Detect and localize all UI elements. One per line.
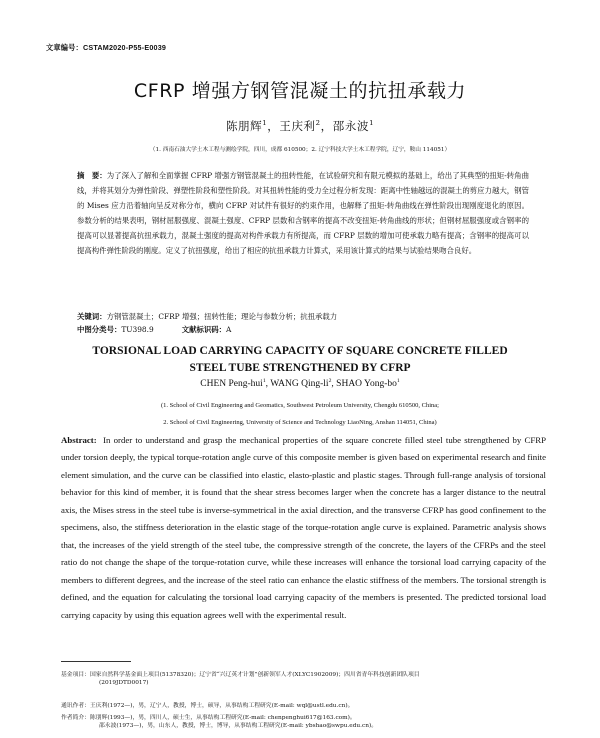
author-separator: , [265,379,271,389]
article-number: 文章编号：CSTAM2020-P55-E0039 [46,43,167,52]
auth-label: 作者简介： [61,715,90,721]
doc-code-value: A [226,325,232,334]
english-title-line: STEEL TUBE STRENGTHENED BY CFRP [189,362,411,375]
author-name: 陈朋辉 [225,119,263,133]
english-abstract [61,432,546,624]
author-name: 王庆利 [279,119,316,133]
author-sup: 1 [396,377,400,384]
english-abstract-label: Abstract: [61,435,97,445]
english-abstract-text: In order to understand and grasp the mechanical properties of the square concrete filled steel tube strengthened by CFRP under torsion deeply, the typical torque-rotation angle curve of this composite member is given based on experimental research and finite element simulation, and the curve can be classified into elastic, elasto-plastic and plastic stages. Through full-range analysis of torsional behavior for this kind of member, it is found that the shear stress becomes larger when the concrete has a larger distance to the neutral axis, the Mises stress in the steel tube is inverse-symmetrical in the axial direction, and the transverse CFRP has good confinement to the specimens, also, the stiffness deterioration in the elastic stage of the torque-rotation angle curve is explained. Parametric analysis shows that, the increases of the yield strength of the steel tube, the compressive strength of the concrete, the layers of the CFRPs and the steel ratio do not change the shape of the torque-rotation curve, while these increases will enhance the torsional load carrying capacity of the members to different degrees, and the increase of the steel ratio can enhance the elastic stiffness of the members. The torsional strength is defined, and the equation for calculating the torsional load carrying capacity of the members is presented. The predicted torsional load carrying capacity by using this equation agrees well with the experimental result. [61,435,546,620]
fund-text: 国家自然科学基金面上项目(51378320)；辽宁省“兴辽英才计划”创新领军人才(XLYC1902009)；四川省青年科技创新团队项目 [90,672,420,678]
keywords-label: 关键词： [77,312,107,321]
fund-text-cont: (2019JDTD0017) [99,680,149,686]
corr-label: 通讯作者： [61,703,90,709]
chinese-abstract [77,168,529,259]
author-separator: ， [267,119,280,133]
author-sup: 2 [328,377,332,384]
footnote-corresponding [61,702,551,710]
author-name: CHEN Peng-hui [200,379,263,389]
author-name: SHAO Yong-bo [336,379,397,389]
chinese-abstract-text: 为了深入了解和全面掌握 CFRP 增强方钢管混凝土的扭转性能，在试验研究和有限元模拟的基础上，给出了其典型的扭矩-转角曲线，并将其划分为弹性阶段、弹塑性阶段和塑性阶段。对其扭转性能的受力全过程分析发现：距离中性轴越远的混凝土的剪应力越大，钢管的 Mises 应力沿着轴向呈反对称分布，横向 CFRP 对试件有很好的约束作用，也解释了扭矩-转角曲线在弹性阶段出现刚度退化的原因。参数分析的结果表明，钢材屈服强度、混凝土强度、CFRP 层数和含钢率的提高不改变扭矩-转角曲线的形状；但钢材屈服强度或含钢率的提高可以显著提高抗扭承载力，混凝土强度的提高对构件承载力有所提高，而 CFRP 层数的增加可使承载力略有提高；含钢率的提高可以提高构件弹性阶段的刚度。定义了抗扭强度，给出了相应的抗扭承载力计算式，采用该计算式的结果与试验结果吻合良好。 [77,171,529,256]
author-sup: 1 [262,119,268,128]
author-sup: 2 [315,119,321,128]
author-separator: , [331,379,337,389]
auth-text: 陈朋辉(1993—)，男，四川人，硕士生，从事结构工程研究(E-mail: chenpenghui617@163.com)。 [90,715,356,721]
english-title-line: TORSIONAL LOAD CARRYING CAPACITY OF SQUARE CONCRETE FILLED [92,345,508,357]
auth-text-cont: 邵永波(1973—)，男，山东人，教授，博士，博导，从事结构工程研究(E-mail: ybshao@swpu.edu.cn)。 [99,723,378,729]
corr-text: 王庆利(1972—)，男，辽宁人，教授，博士，硕导，从事结构工程研究(E-mail: wql@ustl.edu.cn)。 [90,703,354,709]
fund-label: 基金项目： [61,672,90,678]
english-authors [0,379,600,389]
author-sup: 1 [262,377,266,384]
author-name: WANG Qing-li [270,379,329,389]
author-name: 邵永波 [332,119,370,133]
author-sup: 1 [369,119,375,128]
footnote-authors [61,714,551,730]
author-separator: ， [320,119,333,133]
chinese-authors [0,118,600,134]
english-affiliation-1: (1. School of Civil Engineering and Geomatics, Southwest Petroleum University, Chengdu 610500, China; [161,402,439,409]
chinese-title: CFRP 增强方钢管混凝土的抗扭承载力 [133,80,467,102]
chinese-keywords [77,311,529,322]
keywords-text: 方钢管混凝土；CFRP 增强；扭转性能；理论与参数分析；抗扭承载力 [106,312,338,321]
english-affiliation-2: 2. School of Civil Engineering, University of Science and Technology LiaoNing, Anshan 114051, China) [163,419,437,426]
footnote-rule [61,661,131,662]
english-title [0,343,600,377]
footnote-fund [61,671,551,687]
chinese-affiliation: （1. 西南石油大学土木工程与测绘学院，四川，成都 610500；2. 辽宁科技大学土木工程学院，辽宁，鞍山 114051） [149,147,451,153]
classification-line [77,324,529,335]
doc-code-label: 文献标识码： [181,325,227,334]
clc-label: 中图分类号： [77,325,122,334]
clc-value: TU398.9 [121,325,154,334]
chinese-abstract-label: 摘 要： [77,171,107,180]
